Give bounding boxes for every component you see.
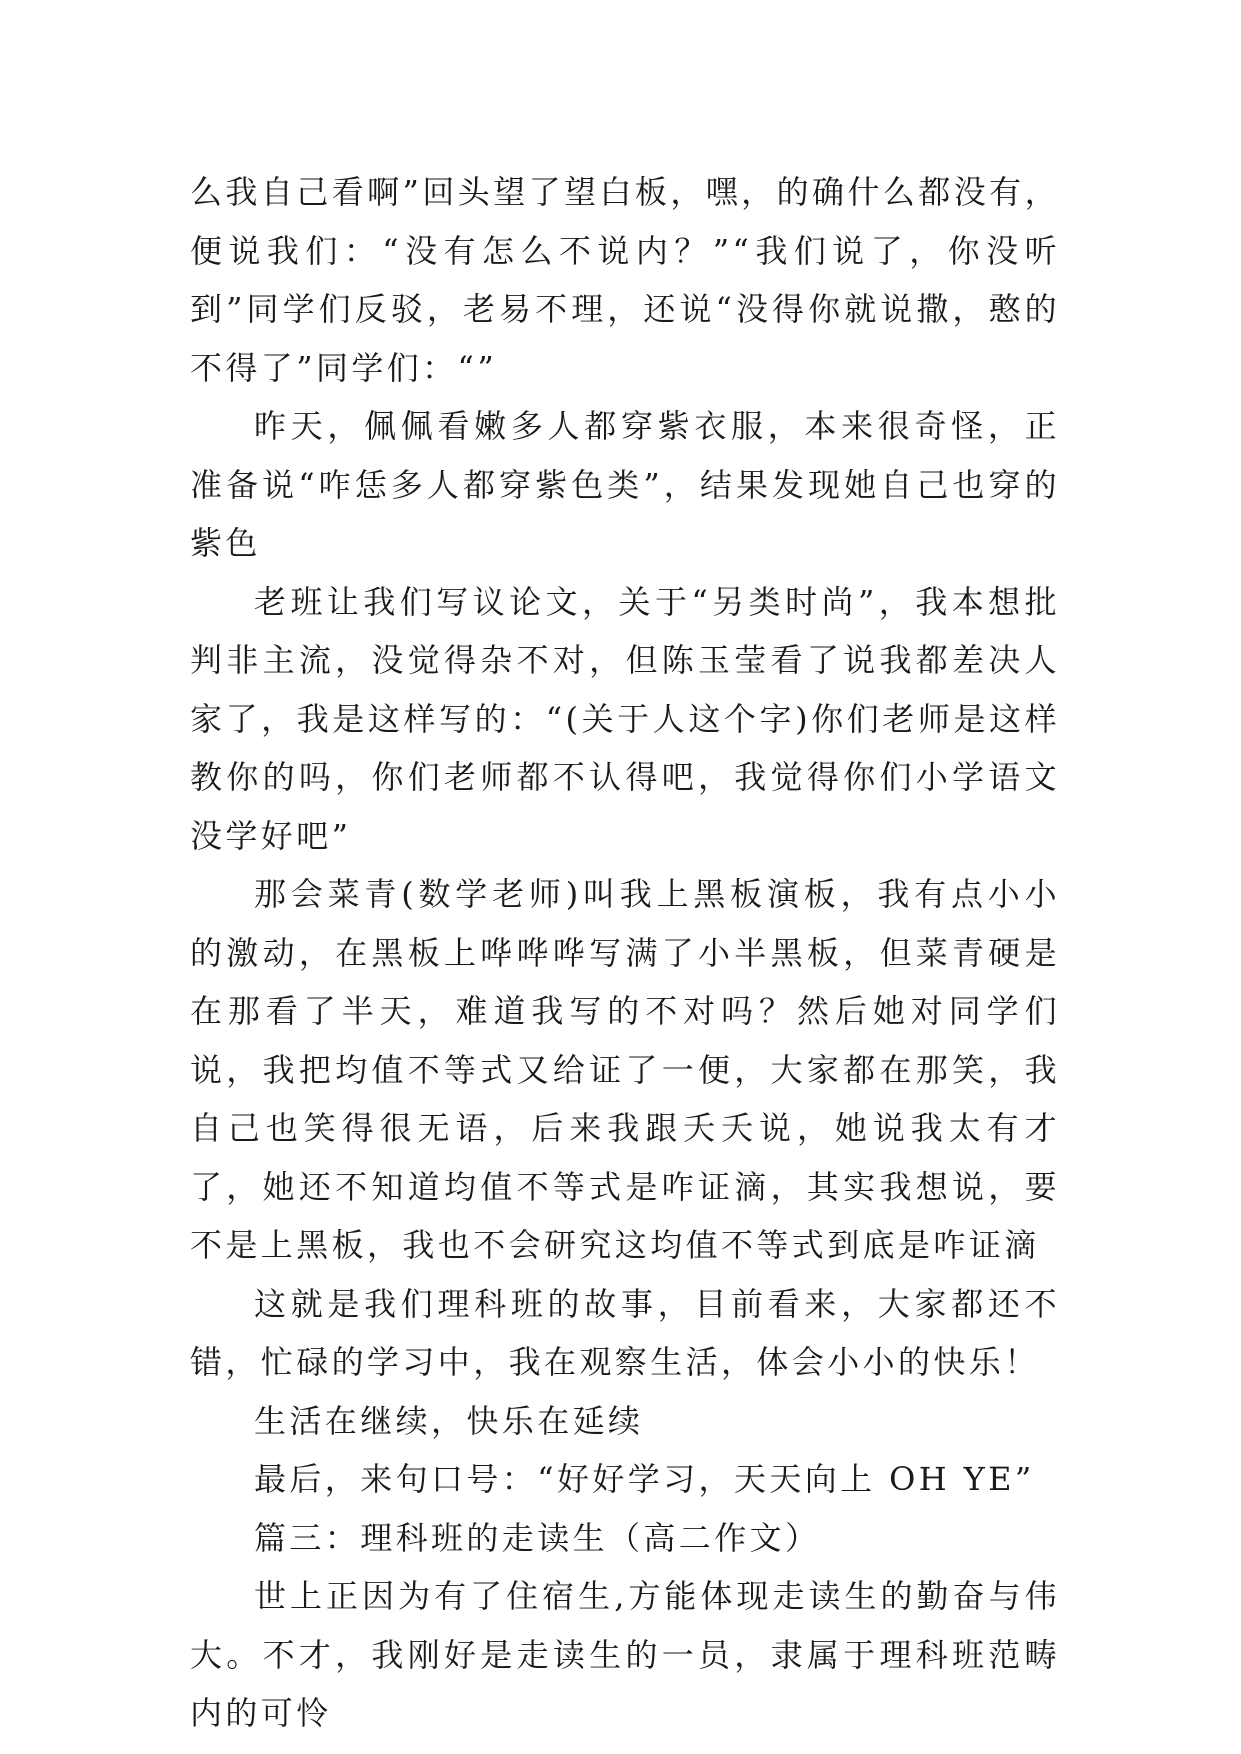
section-heading: 篇三：理科班的走读生（高二作文） xyxy=(254,1518,821,1557)
paragraph-4: 那会菜青(数学老师)叫我上黑板演板，我有点小小的激动，在黑板上哗哗哗写满了小半黑板，但菜青硬是在那看了半天，难道我写的不对吗？然后她对同学们说，我把均值不等式又给证了一便，大家都在那笑，我自己也笑得很无语，后来我跟夭夭说，她说我太有才了，她还不知道均值不等式是咋证滴，其实我想说，要不是上黑板，我也不会研究这均值不等式到底是咋证滴 xyxy=(190,875,1060,1264)
paragraph-5: 这就是我们理科班的故事，目前看来，大家都还不错，忙碌的学习中，我在观察生活，体会小小的快乐！ xyxy=(190,1284,1060,1381)
paragraph-6: 生活在继续，快乐在延续 xyxy=(254,1401,644,1440)
paragraph-9: 世上正因为有了住宿生,方能体现走读生的勤奋与伟大。不才，我刚好是走读生的一员，隶属于理科班范畴内的可怜 xyxy=(190,1577,1060,1732)
paragraph-2: 昨天，佩佩看嫩多人都穿紫衣服，本来很奇怪，正准备说“咋恁多人都穿紫色类”，结果发现她自己也穿的紫色 xyxy=(190,407,1060,562)
paragraph-7: 最后，来句口号：“好好学习，天天向上 OH YE” xyxy=(254,1460,1035,1498)
paragraph-1: 么我自己看啊”回头望了望白板，嘿，的确什么都没有，便说我们：“没有怎么不说内？”“我们说了，你没听到”同学们反驳，老易不理，还说“没得你就说撒，憨的不得了”同学们：“” xyxy=(190,173,1060,387)
paragraph-3: 老班让我们写议论文，关于“另类时尚”，我本想批判非主流，没觉得杂不对，但陈玉莹看了说我都差决人家了，我是这样写的：“(关于人这个字)你们老师是这样教你的吗，你们老师都不认得吧，我觉得你们小学语文没学好吧” xyxy=(190,582,1060,855)
document-body xyxy=(190,163,1060,1743)
